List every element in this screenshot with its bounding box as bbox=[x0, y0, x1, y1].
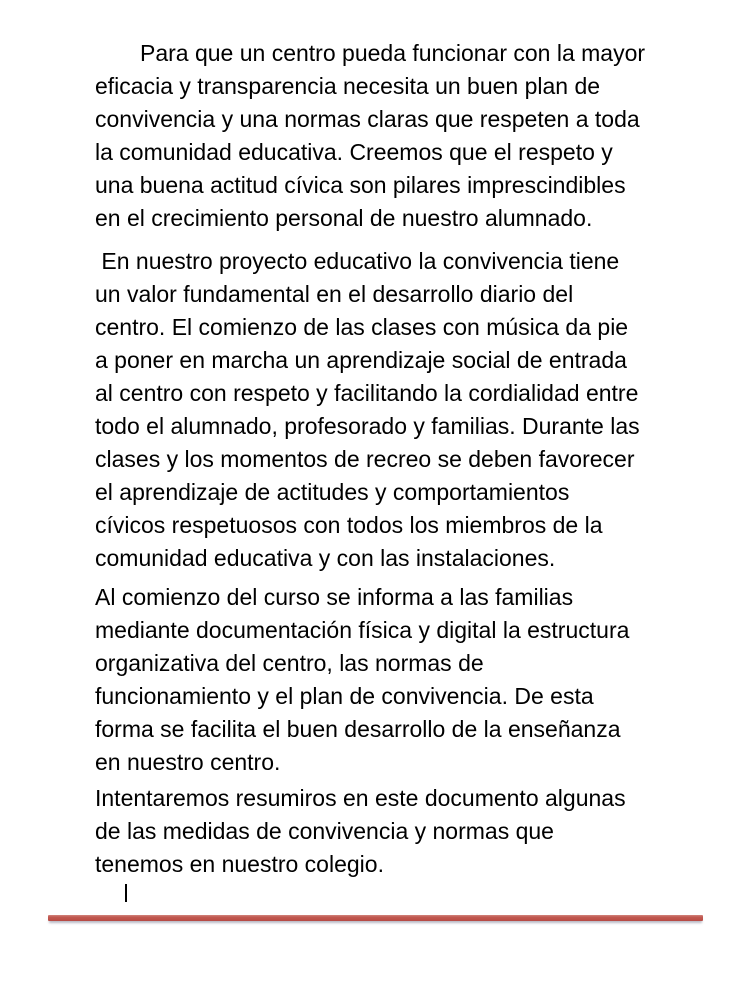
text-line[interactable]: Para que un centro pueda funcionar con la mayor bbox=[140, 40, 646, 66]
text-line[interactable]: En nuestro proyecto educativo la convivencia tiene bbox=[95, 248, 620, 274]
text-line[interactable]: Al comienzo del curso se informa a las familias bbox=[95, 584, 574, 610]
text-line[interactable]: Intentaremos resumiros en este documento algunas bbox=[95, 785, 626, 811]
text-line[interactable]: la comunidad educativa. Creemos que el respeto y bbox=[95, 139, 613, 165]
text-line[interactable]: comunidad educativa y con las instalaciones. bbox=[95, 545, 556, 571]
paragraph-3 bbox=[95, 581, 715, 779]
text-line[interactable]: mediante documentación física y digital la estructura bbox=[95, 617, 630, 643]
text-line[interactable]: funcionamiento y el plan de convivencia. De esta bbox=[95, 683, 594, 709]
paragraph-1 bbox=[95, 37, 715, 235]
text-line[interactable]: cívicos respetuosos con todos los miembros de la bbox=[95, 512, 603, 538]
paragraph-2 bbox=[95, 245, 715, 575]
text-line[interactable]: convivencia y una normas claras que respeten a toda bbox=[95, 106, 640, 132]
text-line[interactable]: clases y los momentos de recreo se deben favorecer bbox=[95, 446, 635, 472]
text-line[interactable]: organizativa del centro, las normas de bbox=[95, 650, 484, 676]
text-line[interactable]: forma se facilita el buen desarrollo de la enseñanza bbox=[95, 716, 621, 742]
text-line[interactable]: eficacia y transparencia necesita un buen plan de bbox=[95, 73, 601, 99]
text-line[interactable]: el aprendizaje de actitudes y comportamientos bbox=[95, 479, 570, 505]
text-line[interactable]: todo el alumnado, profesorado y familias. Durante las bbox=[95, 413, 640, 439]
text-cursor bbox=[125, 884, 127, 902]
paragraph-4 bbox=[95, 782, 715, 881]
document-text-area[interactable] bbox=[95, 37, 715, 881]
text-line[interactable]: al centro con respeto y facilitando la cordialidad entre bbox=[95, 380, 639, 406]
divider-line[interactable] bbox=[48, 915, 703, 921]
text-line[interactable]: en nuestro centro. bbox=[95, 749, 281, 775]
text-line[interactable]: centro. El comienzo de las clases con música da pie bbox=[95, 314, 629, 340]
text-line[interactable]: de las medidas de convivencia y normas que bbox=[95, 818, 554, 844]
text-line[interactable]: tenemos en nuestro colegio. bbox=[95, 851, 384, 877]
text-line[interactable]: una buena actitud cívica son pilares imprescindibles bbox=[95, 172, 626, 198]
text-line[interactable]: un valor fundamental en el desarrollo diario del bbox=[95, 281, 574, 307]
text-line[interactable]: en el crecimiento personal de nuestro alumnado. bbox=[95, 205, 593, 231]
text-line[interactable]: a poner en marcha un aprendizaje social de entrada bbox=[95, 347, 627, 373]
